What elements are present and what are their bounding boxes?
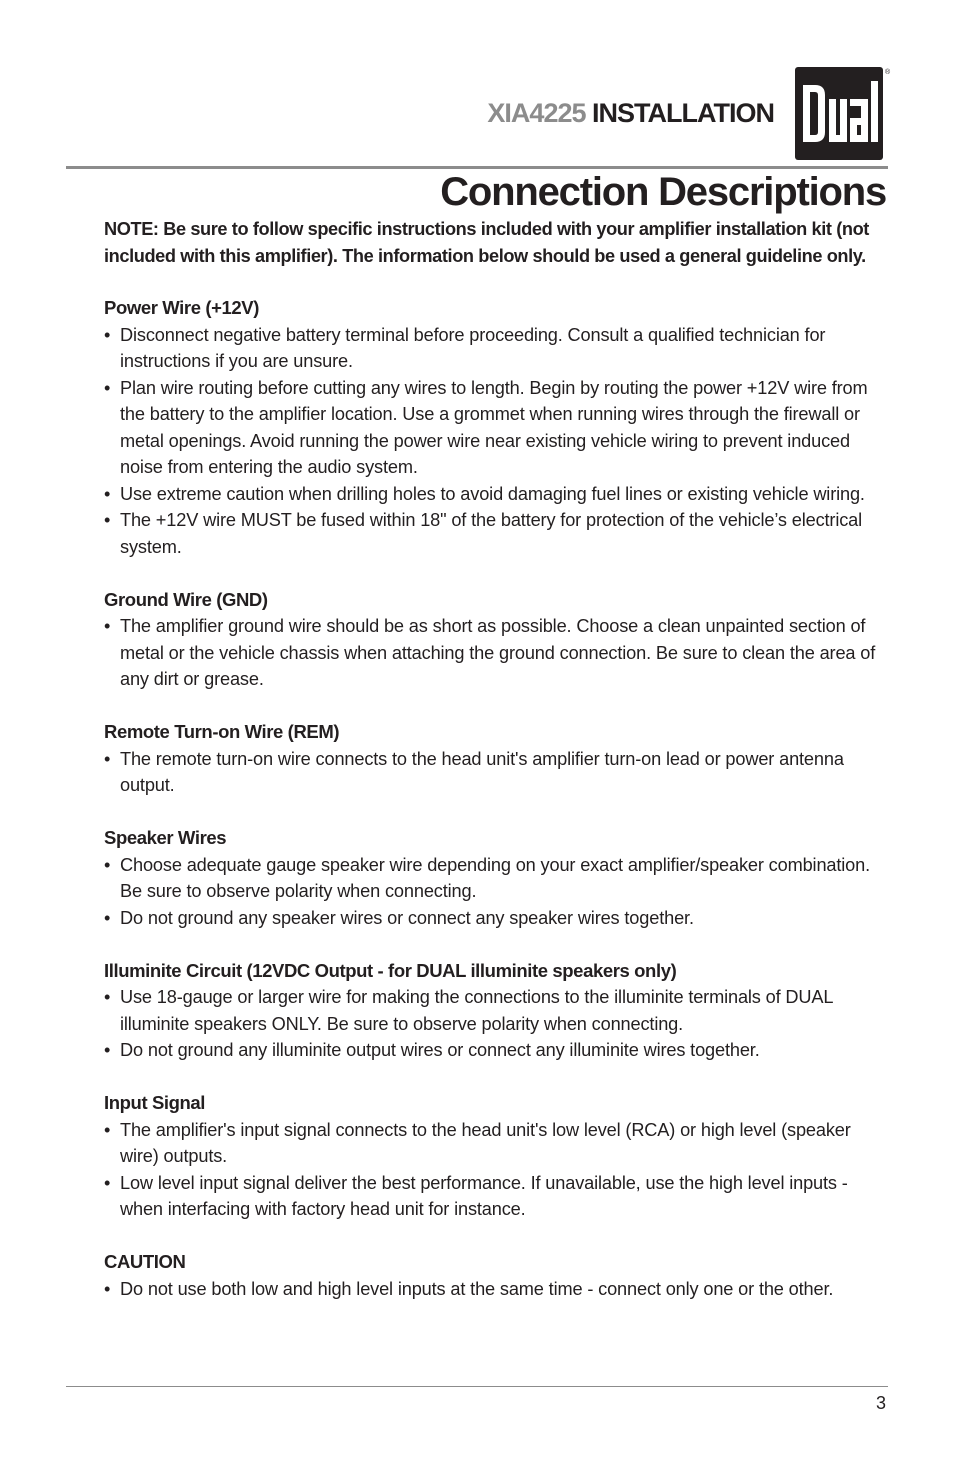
header-title	[487, 98, 774, 129]
bullet-item	[104, 322, 894, 375]
bullet-text: The +12V wire MUST be fused within 18" of the battery for protection of the vehicle’s electrical system.	[120, 510, 863, 557]
bullet-glyph: •	[104, 907, 111, 928]
bullet-text: Do not ground any illuminite output wires or connect any illuminite wires together.	[120, 1040, 760, 1060]
page-content	[104, 216, 894, 1329]
bullet-item	[104, 613, 894, 693]
bullet-item	[104, 984, 894, 1037]
bullet-text: Do not ground any speaker wires or connect any speaker wires together.	[120, 907, 694, 928]
bullet-text: Low level input signal deliver the best performance. If unavailable, use the high level inputs - when interfacing with factory head unit for instance.	[120, 1172, 848, 1219]
page-title: Connection Descriptions	[440, 170, 886, 214]
bullet-item	[104, 1037, 894, 1064]
bullet-glyph: •	[104, 1278, 111, 1299]
bullet-glyph: •	[104, 854, 111, 875]
bullet-list	[104, 984, 894, 1064]
bullet-list	[104, 322, 894, 561]
bullet-glyph: •	[104, 377, 111, 398]
registered-mark: ®	[885, 69, 891, 76]
sections-container	[104, 295, 894, 1302]
bullet-item	[104, 481, 894, 508]
header-installation-label: INSTALLATION	[592, 98, 774, 128]
bullet-list	[104, 1276, 894, 1303]
bullet-text: Do not use both low and high level inputs at the same time - connect only one or the other.	[120, 1278, 834, 1299]
bullet-glyph: •	[104, 1172, 111, 1193]
bullet-text: Use extreme caution when drilling holes to avoid damaging fuel lines or existing vehicle wiring.	[120, 483, 865, 504]
bullet-item	[104, 746, 894, 799]
bullet-item	[104, 1117, 894, 1170]
installation-note: NOTE: Be sure to follow specific instructions included with your amplifier installation kit (not included with this amplifier). The information below should be used a general guideline only.	[104, 219, 869, 266]
section-heading: Speaker Wires	[104, 827, 227, 848]
bullet-glyph: •	[104, 748, 111, 769]
bullet-item	[104, 905, 894, 932]
bullet-glyph: •	[104, 483, 111, 504]
section-heading: Illuminite Circuit (12VDC Output - for DUAL illuminite speakers only)	[104, 959, 677, 981]
bullet-text: Choose adequate gauge speaker wire depending on your exact amplifier/speaker combination. Be sure to observe polarity when connecting.	[120, 854, 871, 901]
page-number: 3	[875, 1393, 886, 1413]
section-heading: Remote Turn-on Wire (REM)	[104, 721, 340, 742]
bullet-item	[104, 1276, 894, 1303]
bullet-list	[104, 613, 894, 693]
bullet-glyph: •	[104, 510, 111, 530]
bullet-glyph: •	[104, 1040, 111, 1060]
bullet-text: The remote turn-on wire connects to the head unit's amplifier turn-on lead or power antenna output.	[120, 748, 844, 795]
bullet-text: The amplifier ground wire should be as short as possible. Choose a clean unpainted section of metal or the vehicle chassis when attaching the ground connection. Be sure to clean the area of any dirt or grease.	[120, 616, 876, 689]
bullet-item	[104, 852, 894, 905]
bullet-list	[104, 852, 894, 932]
model-number: XIA4225	[487, 98, 586, 128]
section-heading: Ground Wire (GND)	[104, 588, 268, 610]
dual-logo	[795, 67, 891, 160]
bullet-item	[104, 507, 894, 560]
bullet-glyph: •	[104, 1119, 111, 1140]
bullet-item	[104, 375, 894, 481]
section-heading: CAUTION	[104, 1251, 186, 1272]
bullet-item	[104, 1170, 894, 1223]
bullet-text: Use 18-gauge or larger wire for making the connections to the illuminite terminals of DUAL illuminite speakers ONLY. Be sure to observe polarity when connecting.	[120, 987, 833, 1034]
bullet-glyph: •	[104, 324, 111, 345]
bullet-glyph: •	[104, 987, 111, 1007]
bullet-glyph: •	[104, 616, 111, 636]
section-heading: Input Signal	[104, 1092, 206, 1113]
bullet-list	[104, 746, 894, 799]
bullet-text: The amplifier's input signal connects to the head unit's low level (RCA) or high level (speaker wire) outputs.	[120, 1119, 851, 1166]
bullet-text: Disconnect negative battery terminal before proceeding. Consult a qualified technician for instructions if you are unsure.	[120, 324, 826, 371]
footer-divider	[66, 1386, 888, 1387]
section-heading: Power Wire (+12V)	[104, 297, 259, 318]
bullet-list	[104, 1117, 894, 1223]
header-divider	[66, 166, 888, 169]
bullet-text: Plan wire routing before cutting any wires to length. Begin by routing the power +12V wire from the battery to the amplifier location. Use a grommet when running wires through the firewall or metal openings. Avoid running the power wire near existing vehicle wiring to prevent induced noise from entering the audio system.	[120, 377, 868, 477]
